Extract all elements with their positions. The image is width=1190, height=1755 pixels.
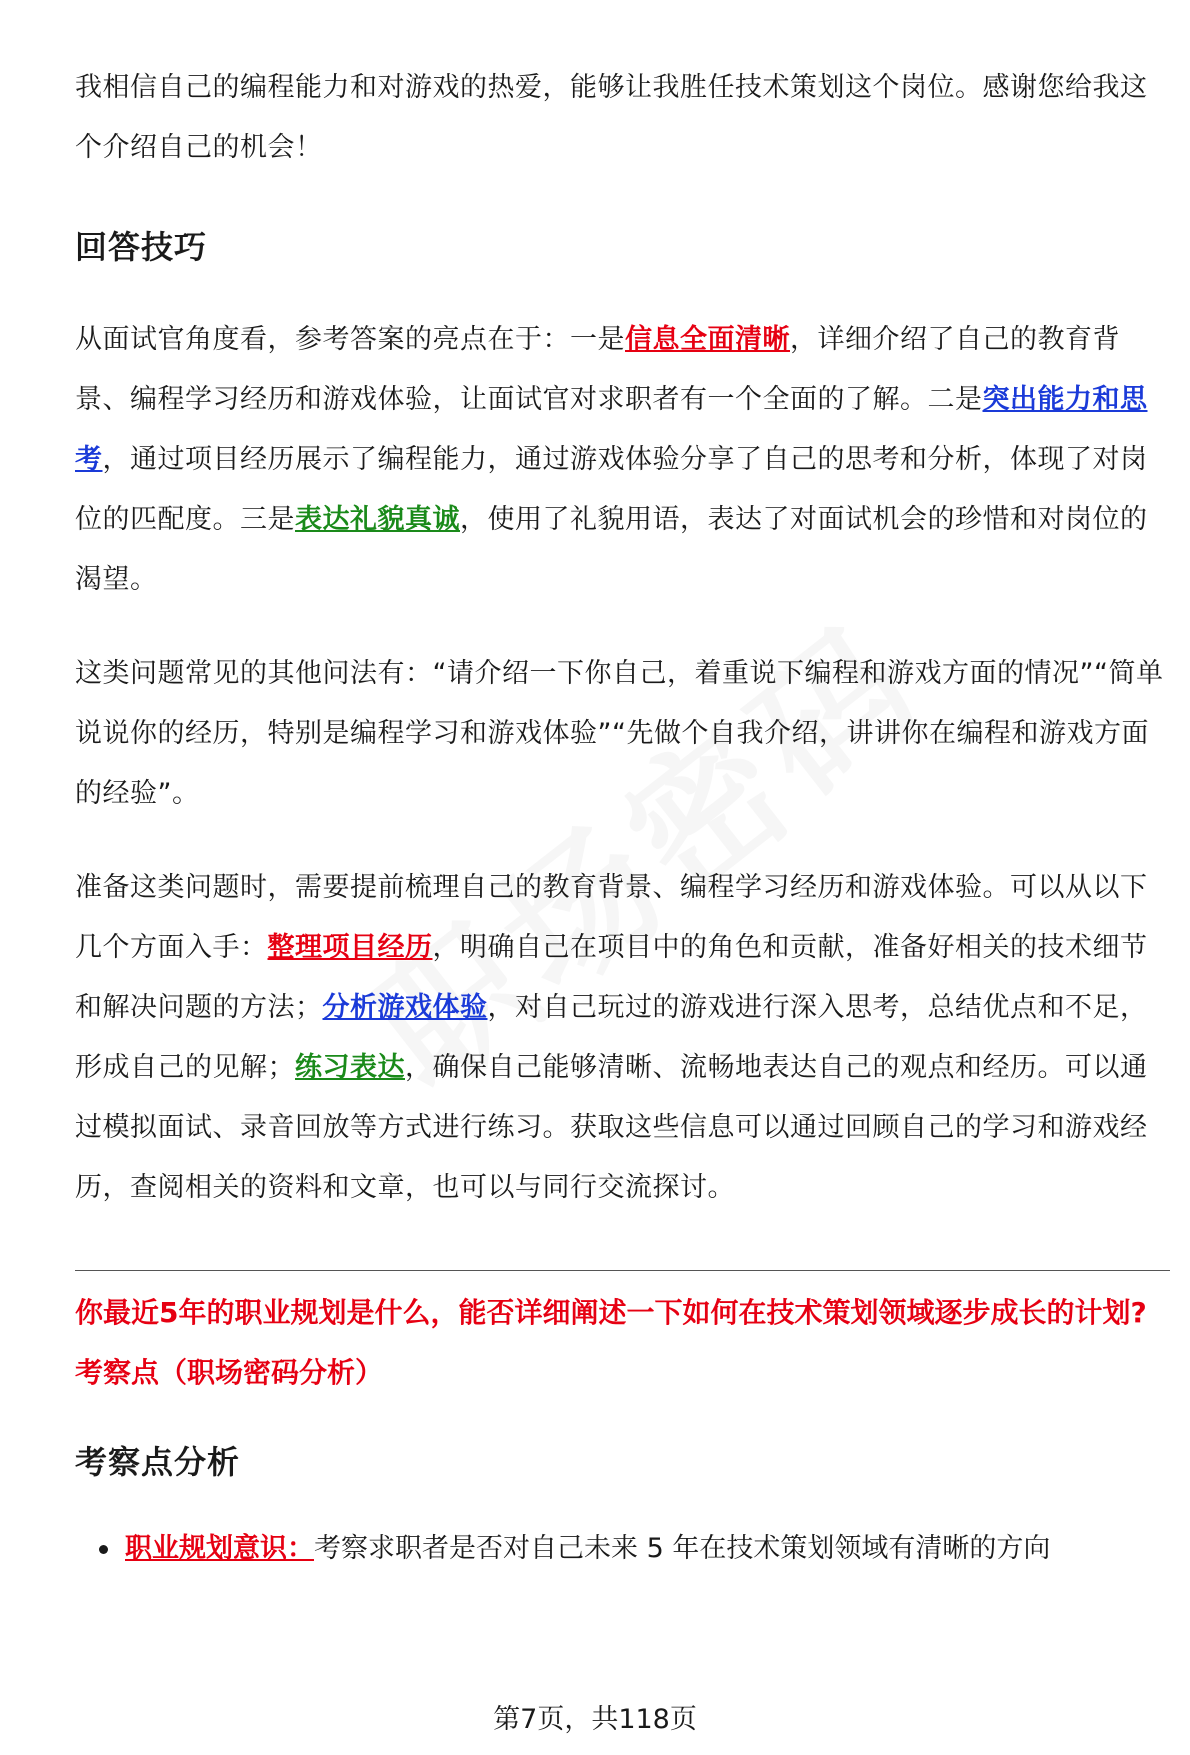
- highlight-ability-thinking: 突出能力和思考: [75, 384, 1148, 475]
- assessment-subtitle: 考察点（职场密码分析）: [75, 1356, 384, 1389]
- bullet-text: 考察求职者是否对自己未来 5 年在技术策划领域有清晰的方向: [314, 1533, 1051, 1564]
- analysis-heading: 考察点分析: [75, 1443, 241, 1481]
- text-run: ，详细介绍了自己的教育背景、编程学习经历和游戏体验，让面试官对求职者有一个全面的了解。二是: [75, 324, 1120, 415]
- interview-question: 你最近5年的职业规划是什么，能否详细阐述一下如何在技术策划领域逐步成长的计划?: [75, 1296, 1147, 1329]
- text-run: ，通过项目经历展示了编程能力，通过游戏体验分享了自己的思考和分析，体现了对岗位的匹配度。三是: [75, 444, 1148, 535]
- tips-heading: 回答技巧: [75, 228, 208, 266]
- highlight-practice-expression: 练习表达: [295, 1052, 405, 1083]
- section-divider: [75, 1270, 1170, 1271]
- tips-paragraph-3: [75, 858, 1170, 1218]
- page-number: 第7页，共118页: [493, 1704, 697, 1735]
- highlight-polite-sincere: 表达礼貌真诚: [295, 504, 460, 535]
- intro-paragraph: 我相信自己的编程能力和对游戏的热爱，能够让我胜任技术策划这个岗位。感谢您给我这个介绍自己的机会！: [75, 72, 1148, 163]
- tips-paragraph-2: 这类问题常见的其他问法有：“请介绍一下你自己，着重说下编程和游戏方面的情况”“简单说说你的经历，特别是编程学习和游戏体验”“先做个自我介绍，讲讲你在编程和游戏方面的经验”。: [75, 658, 1164, 809]
- text-run: ，明确自己在项目中的角色和贡献，准备好相关的技术细节和解决问题的方法；: [75, 932, 1148, 1023]
- list-item: [125, 1529, 1170, 1569]
- document-page: [75, 58, 1170, 1569]
- text-run: 从面试官角度看，参考答案的亮点在于：一是: [75, 324, 625, 355]
- analysis-list: [75, 1529, 1170, 1569]
- tips-paragraph-1: [75, 310, 1170, 610]
- text-run: ，对自己玩过的游戏进行深入思考，总结优点和不足，形成自己的见解；: [75, 992, 1148, 1083]
- text-run: ，确保自己能够清晰、流畅地表达自己的观点和经历。可以通过模拟面试、录音回放等方式进行练习。获取这些信息可以通过回顾自己的学习和游戏经历，查阅相关的资料和文章，也可以与同行交流探讨。: [75, 1052, 1148, 1203]
- highlight-organize-projects: 整理项目经历: [267, 932, 433, 963]
- highlight-info-clear: 信息全面清晰: [625, 324, 790, 355]
- text-run: ，使用了礼貌用语，表达了对面试机会的珍惜和对岗位的渴望。: [75, 504, 1148, 595]
- bullet-icon: [99, 1545, 108, 1554]
- highlight-analyze-games: 分析游戏体验: [322, 992, 488, 1023]
- bullet-label: 职业规划意识：: [125, 1533, 314, 1564]
- text-run: 准备这类问题时，需要提前梳理自己的教育背景、编程学习经历和游戏体验。可以从以下几个方面入手：: [75, 872, 1148, 963]
